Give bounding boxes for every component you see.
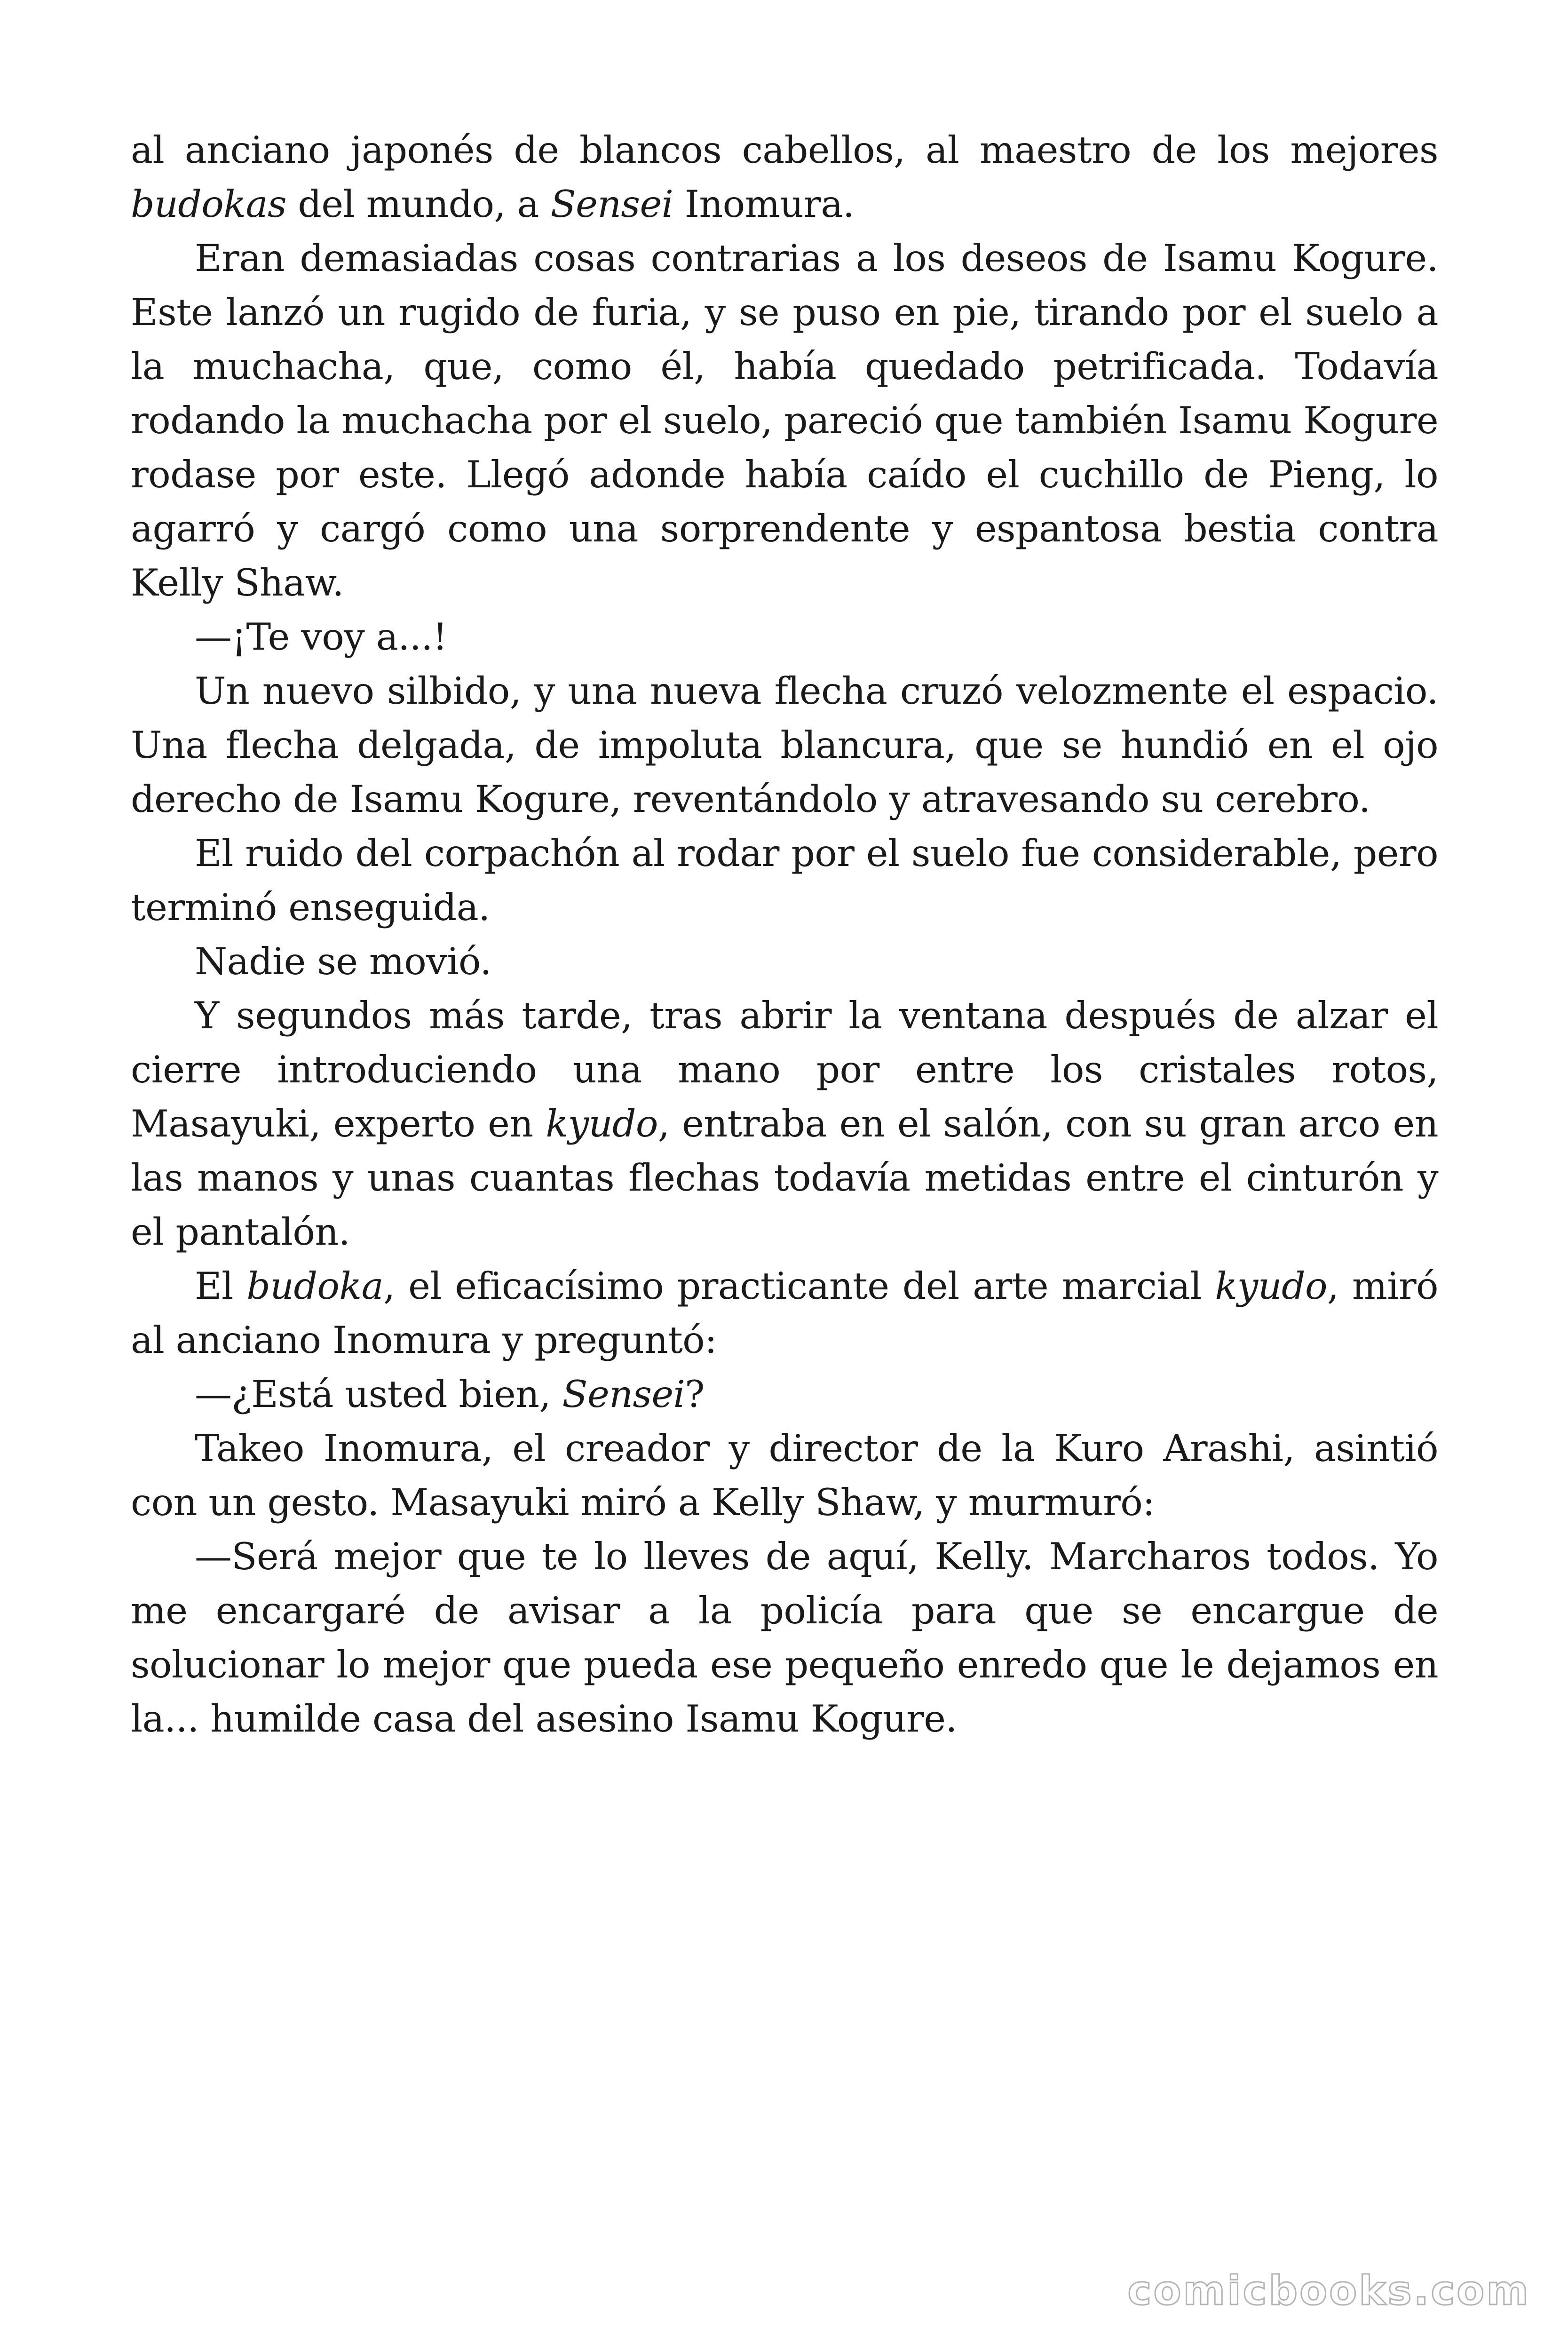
paragraph (131, 231, 1438, 610)
paragraph (131, 123, 1438, 231)
text-segment: ? (685, 1373, 705, 1416)
page-body (131, 123, 1438, 1746)
text-segment: —Será mejor que te lo lleves de aquí, Kelly. Marcharos todos. Yo me encargaré de avisar a la policía para que se encargue de solucionar lo mejor que pueda ese pequeño enredo que le dejamos en la... humilde casa del asesino Isamu Kogure. (131, 1535, 1438, 1740)
paragraph (131, 935, 1438, 989)
text-segment: al anciano japonés de blancos cabellos, al maestro de los mejores (131, 128, 1438, 172)
text-segment: Y segundos más tarde, tras abrir la ventana después de alzar el cierre introduciendo una mano por entre los cristales rotos, Masayuki, experto en (131, 994, 1438, 1145)
italic-text: budokas (131, 183, 286, 226)
text-segment: El ruido del corpachón al rodar por el suelo fue considerable, pero terminó enseguida. (131, 832, 1438, 929)
text-segment: Un nuevo silbido, y una nueva flecha cruzó velozmente el espacio. Una flecha delgada, de impoluta blancura, que se hundió en el ojo derecho de Isamu Kogure, reventándolo y atravesando su cerebro. (131, 669, 1438, 821)
text-segment: Inomura. (673, 183, 855, 226)
text-segment: , entraba en el salón, con su gran arco en las manos y unas cuantas flechas todavía metidas entre el cinturón y el pantalón. (131, 1102, 1438, 1254)
paragraph (131, 610, 1438, 664)
text-segment: , miró al anciano Inomura y preguntó: (131, 1264, 1438, 1362)
paragraph (131, 1422, 1438, 1530)
paragraph (131, 664, 1438, 826)
italic-text: Sensei (550, 183, 673, 226)
text-segment: , el eficacísimo practicante del arte marcial (383, 1264, 1215, 1308)
text-segment: El (195, 1264, 247, 1308)
italic-text: budoka (246, 1264, 384, 1308)
text-segment: del mundo, a (286, 183, 551, 226)
paragraph (131, 826, 1438, 935)
watermark: comicbooks.com (1127, 2267, 1530, 2314)
text-segment: —¡Te voy a...! (195, 615, 447, 659)
paragraph (131, 1530, 1438, 1746)
text-segment: Eran demasiadas cosas contrarias a los deseos de Isamu Kogure. Este lanzó un rugido de furia, y se puso en pie, tirando por el suelo a la muchacha, que, como él, había quedado petrificada. Todavía rodando la muchacha por el suelo, pareció que también Isamu Kogure rodase por este. Llegó adonde había caído el cuchillo de Pieng, lo agarró y cargó como una sorprendente y espantosa bestia contra Kelly Shaw. (131, 237, 1438, 604)
text-segment: Takeo Inomura, el creador y director de la Kuro Arashi, asintió con un gesto. Masayuki miró a Kelly Shaw, y murmuró: (131, 1427, 1438, 1524)
italic-text: Sensei (562, 1373, 685, 1416)
paragraph (131, 1259, 1438, 1367)
italic-text: kyudo (546, 1102, 658, 1145)
text-segment: —¿Está usted bien, (195, 1373, 562, 1416)
paragraph (131, 989, 1438, 1259)
paragraph (131, 1367, 1438, 1422)
text-segment: Nadie se movió. (195, 940, 491, 983)
italic-text: kyudo (1215, 1264, 1327, 1308)
